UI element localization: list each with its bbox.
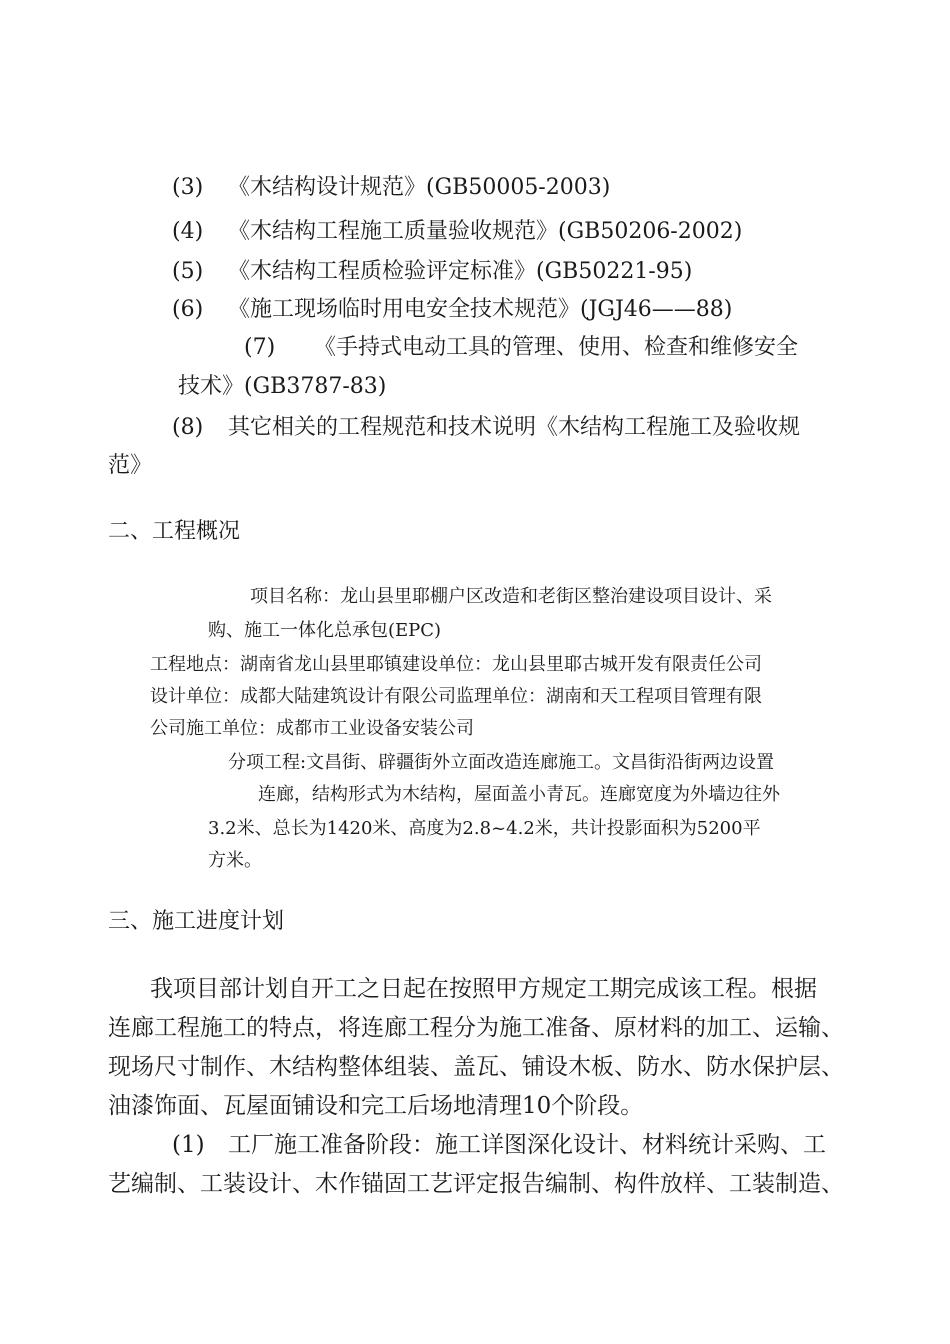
text-line: 分项工程:文昌街、辟疆街外立面改造连廊施工。文昌街沿街两边设置 — [228, 752, 775, 773]
item-text: 《手持式电动工具的管理、使用、检查和维修安全 — [314, 335, 799, 360]
item-number: (1) — [172, 1132, 205, 1158]
section-heading: 三、施工进度计划 — [108, 909, 285, 934]
item-continuation: 范》 — [108, 453, 153, 478]
list-item — [172, 214, 742, 245]
item-text: 《木结构工程施工质量验收规范》(GB50206-2002) — [228, 219, 743, 244]
list-item — [172, 170, 610, 201]
item-text: 《木结构设计规范》(GB50005-2003) — [228, 175, 611, 200]
paragraph-line: 我项目部计划自开工之日起在按照甲方规定工期完成该工程。根据 — [150, 976, 817, 1002]
item-continuation: 技术》(GB3787-83) — [178, 374, 387, 399]
item-number: (4) — [172, 219, 204, 244]
list-item — [172, 254, 692, 285]
paragraph-line: 油漆饰面、瓦屋面铺设和完工后场地清理10个阶段。 — [108, 1093, 644, 1119]
item-number: (8) — [172, 415, 204, 440]
item-text: 工厂施工准备阶段：施工详图深化设计、材料统计采购、工 — [228, 1132, 826, 1158]
text-line: 设计单位：成都大陆建筑设计有限公司监理单位：湖南和天工程项目管理有限 — [150, 686, 762, 707]
item-text: 其它相关的工程规范和技术说明《木结构工程施工及验收规 — [228, 415, 801, 440]
item-number: (3) — [172, 175, 204, 200]
text-line: 工程地点：湖南省龙山县里耶镇建设单位：龙山县里耶古城开发有限责任公司 — [150, 654, 762, 675]
list-item — [172, 1126, 826, 1159]
list-item — [172, 292, 732, 323]
section-heading: 二、工程概况 — [108, 519, 241, 544]
text-line: 3.2米、总长为1420米、高度为2.8~4.2米，共计投影面积为5200平 — [208, 818, 761, 839]
item-number: (5) — [172, 259, 204, 284]
text-line: 连廊，结构形式为木结构，屋面盖小青瓦。连廊宽度为外墙边往外 — [258, 784, 780, 805]
text-line: 公司施工单位：成都市工业设备安装公司 — [150, 718, 474, 739]
item-continuation: 艺编制、工装设计、木作锚固工艺评定报告编制、构件放样、工装制造、 — [108, 1171, 844, 1197]
paragraph-line: 现场尺寸制作、木结构整体组装、盖瓦、铺设木板、防水、防水保护层、 — [108, 1054, 844, 1080]
item-text: 《木结构工程质检验评定标准》(GB50221-95) — [228, 259, 693, 284]
text-line: 购、施工一体化总承包(EPC) — [208, 620, 442, 641]
paragraph-line: 连廊工程施工的特点，将连廊工程分为施工准备、原材料的加工、运输、 — [108, 1015, 844, 1041]
text-line: 方米。 — [208, 850, 262, 871]
text-line: 项目名称：龙山县里耶棚户区改造和老街区整治建设项目设计、采 — [250, 586, 772, 607]
list-item — [244, 330, 798, 361]
item-number: (6) — [172, 297, 204, 322]
item-text: 《施工现场临时用电安全技术规范》(JGJ46——88) — [228, 297, 733, 322]
item-number: (7) — [244, 335, 276, 360]
list-item — [172, 410, 800, 441]
